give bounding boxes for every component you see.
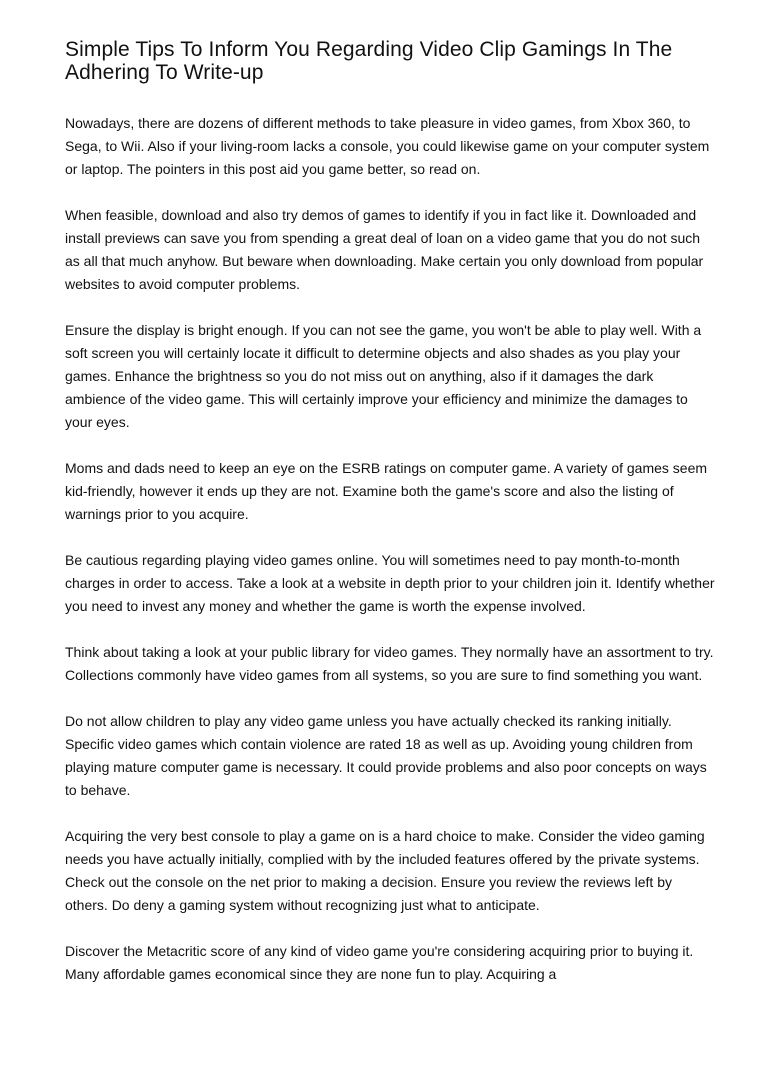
paragraph-9: Discover the Metacritic score of any kind of video game you're considering acquiring prior to buying it. Many affordable games economical since they are none fun to play. Acquiring a [65, 943, 694, 982]
paragraph-3: Ensure the display is bright enough. If you can not see the game, you won't be able to play well. With a soft screen you will certainly locate it difficult to determine objects and also shades as you play your games. Enhance the brightness so you do not miss out on anything, also if it damages the dark ambience of the video game. This will certainly improve your efficiency and minimize the damages to your eyes. [65, 322, 702, 430]
page-title: Simple Tips To Inform You Regarding Video Clip Gamings In The Adhering To Write-up [65, 38, 673, 84]
paragraph-6: Think about taking a look at your public library for video games. They normally have an assortment to try. Collections commonly have video games from all systems, so you are sure to find something you want. [65, 644, 714, 683]
paragraph-2: When feasible, download and also try demos of games to identify if you in fact like it. Downloaded and install previews can save you from spending a great deal of loan on a video game that you do not such as all that much anyhow. But beware when downloading. Make certain you only download from popular websites to avoid computer problems. [65, 207, 704, 292]
paragraph-8: Acquiring the very best console to play a game on is a hard choice to make. Consider the video gaming needs you have actually initially, complied with by the included features offered by the private systems. Check out the console on the net prior to making a decision. Ensure you review the reviews left by others. Do deny a gaming system without recognizing just what to anticipate. [65, 828, 705, 913]
document-page [65, 38, 715, 986]
paragraph-5: Be cautious regarding playing video games online. You will sometimes need to pay month-to-month charges in order to access. Take a look at a website in depth prior to your children join it. Identify whether you need to invest any money and whether the game is worth the expense involved. [65, 552, 715, 614]
paragraph-7: Do not allow children to play any video game unless you have actually checked its ranking initially. Specific video games which contain violence are rated 18 as well as up. Avoiding young children from playing mature computer game is necessary. It could provide problems and also poor concepts on ways to behave. [65, 713, 707, 798]
paragraph-4: Moms and dads need to keep an eye on the ESRB ratings on computer game. A variety of games seem kid-friendly, however it ends up they are not. Examine both the game's score and also the listing of warnings prior to you acquire. [65, 460, 708, 522]
paragraph-1: Nowadays, there are dozens of different methods to take pleasure in video games, from Xbox 360, to Sega, to Wii. Also if your living-room lacks a console, you could likewise game on your computer system or laptop. The pointers in this post aid you game better, so read on. [65, 115, 710, 177]
article-body [65, 112, 715, 986]
